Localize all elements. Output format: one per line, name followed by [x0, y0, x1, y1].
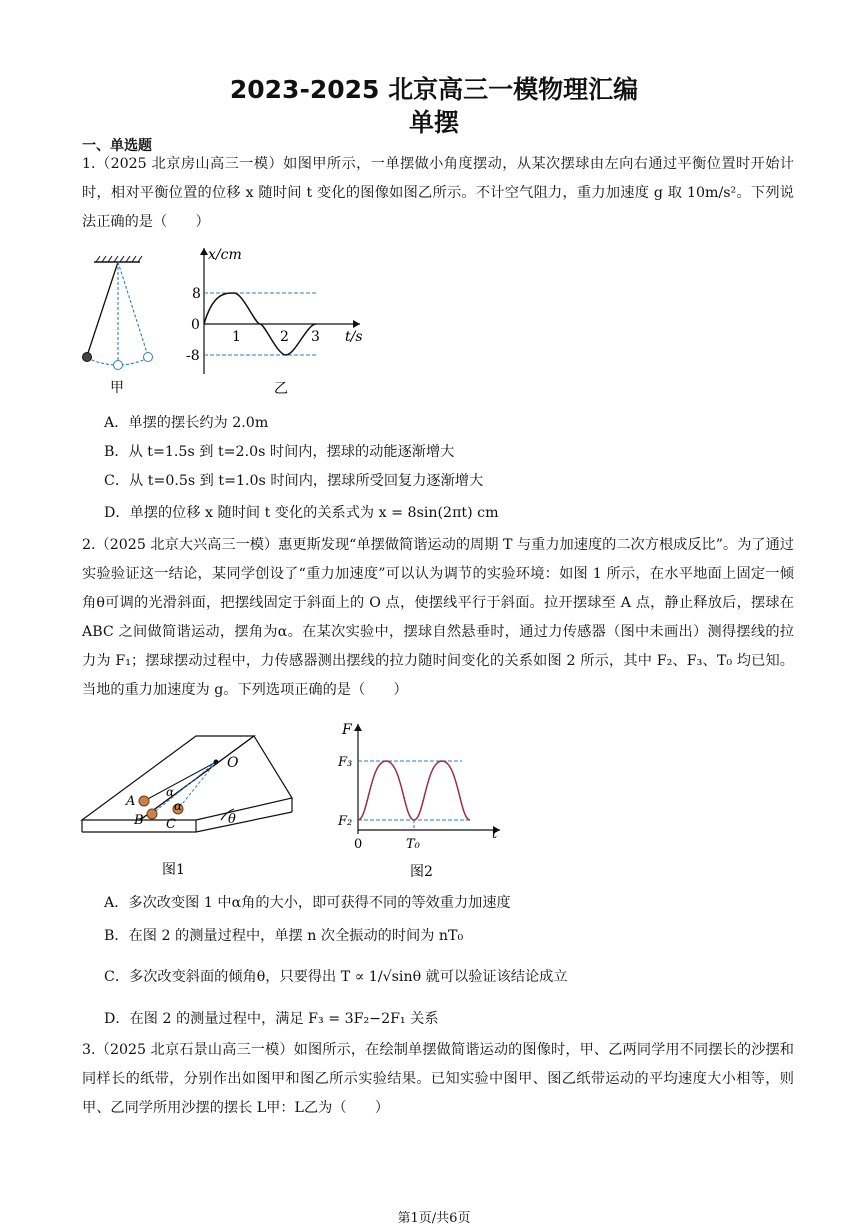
graph-x-tick-3: 3 [311, 329, 320, 345]
page-subtitle: 单摆 [408, 108, 459, 137]
svg-text:θ: θ [228, 812, 236, 827]
q1-figure-jia [78, 248, 168, 396]
q1-option-c: C．从 t=0.5s 到 t=1.0s 时间内，摆球所受回复力逐渐增大 [104, 473, 484, 489]
page-title: 2023-2025 北京高三一模物理汇编 [229, 75, 639, 104]
graph-x-tick-1: 1 [232, 329, 241, 345]
q2-option-b: B．在图 2 的测量过程中，单摆 n 次全振动的时间为 nT₀ [104, 928, 464, 944]
svg-text:α: α [166, 785, 175, 799]
svg-text:F₂: F₂ [338, 814, 353, 829]
question-1-stem: 1.（2025 北京房山高三一模）如图甲所示，一单摆做小角度摆动，从某次摆球由左向右通过平衡位置时开始计时，相对平衡位置的位移 x 随时间 t 变化的图像如图乙所示。不计空气阻力，重力加速度 g 取 10m/s²。下列说法正确的是（ ） [82, 156, 794, 230]
svg-text:A: A [126, 794, 136, 809]
q1-option-d: D．单摆的位移 x 随时间 t 变化的关系式为 x = 8sin(2πt) cm [104, 505, 499, 521]
q2-option-c: C．多次改变斜面的倾角θ，只要得出 T ∝ 1/√sinθ 就可以验证该结论成立 [104, 969, 568, 985]
q2-figure-1 [78, 728, 300, 880]
svg-text:0: 0 [354, 837, 363, 852]
fig2-label: 图2 [410, 864, 433, 880]
svg-text:α: α [174, 799, 183, 813]
section-heading: 一、单选题 [82, 138, 152, 154]
svg-text:F: F [342, 722, 352, 738]
fig1-label: 图1 [162, 862, 185, 878]
svg-text:O: O [227, 755, 239, 771]
q1-option-a: A．单摆的摆长约为 2.0m [104, 415, 269, 431]
fig-yi-label: 乙 [274, 381, 288, 397]
svg-text:t: t [492, 827, 498, 842]
page-footer: 第1页/共6页 [397, 1211, 471, 1226]
question-2-stem: 2.（2025 北京大兴高三一模）惠更斯发现“单摆做简谐运动的周期 T 与重力加速度的二次方根成反比”。为了通过实验验证这一结论，某同学创设了“重力加速度”可以认为调节的实验环境：如图 1 所示，在水平地面上固定一倾角θ可调的光滑斜面，把摆线固定于斜面上的 O 点，使摆线平行于斜面。拉开摆球至 A 点，静止释放后，摆球在 ABC 之间做简谐运动，摆角为α。在某次实验中，摆球自然悬垂时，通过力传感器（图中未画出）测得摆线的拉力为 F₁；摆球摆动过程中，力传感器测出摆线的拉力随时间变化的关系如图 2 所示，其中 F₂、F₃、T₀ 均已知。当地的重力加速度为 g。下列选项正确的是（ ） [82, 537, 794, 698]
graph-ylabel: x/cm [208, 247, 242, 263]
graph-y-zero: 0 [191, 317, 200, 333]
svg-text:C: C [166, 817, 176, 832]
q2-figure-2 [332, 716, 508, 884]
q1-option-b: B．从 t=1.5s 到 t=2.0s 时间内，摆球的动能逐渐增大 [104, 444, 455, 460]
graph-xlabel: t/s [345, 329, 363, 345]
question-3-stem: 3.（2025 北京石景山高三一模）如图所示，在绘制单摆做简谐运动的图像时，甲、乙两同学用不同摆长的沙摆和同样长的纸带，分别作出如图甲和图乙所示实验结果。已知实验中图甲、图乙纸带运动的平均速度大小相等，则甲、乙同学所用沙摆的摆长 L甲：L乙为（ ） [82, 1042, 794, 1116]
svg-text:T₀: T₀ [406, 837, 420, 852]
svg-text:B: B [134, 813, 144, 828]
graph-x-tick-2: 2 [280, 329, 289, 345]
svg-text:F₃: F₃ [338, 755, 353, 770]
q2-option-a: A．多次改变图 1 中α角的大小，即可获得不同的等效重力加速度 [104, 895, 511, 911]
fig-jia-label: 甲 [110, 380, 124, 396]
q2-option-d: D．在图 2 的测量过程中，满足 F₃ = 3F₂−2F₁ 关系 [104, 1011, 439, 1027]
q1-figure-yi [188, 240, 370, 400]
graph-y-top: 8 [192, 286, 201, 302]
graph-y-bottom: -8 [186, 348, 200, 364]
